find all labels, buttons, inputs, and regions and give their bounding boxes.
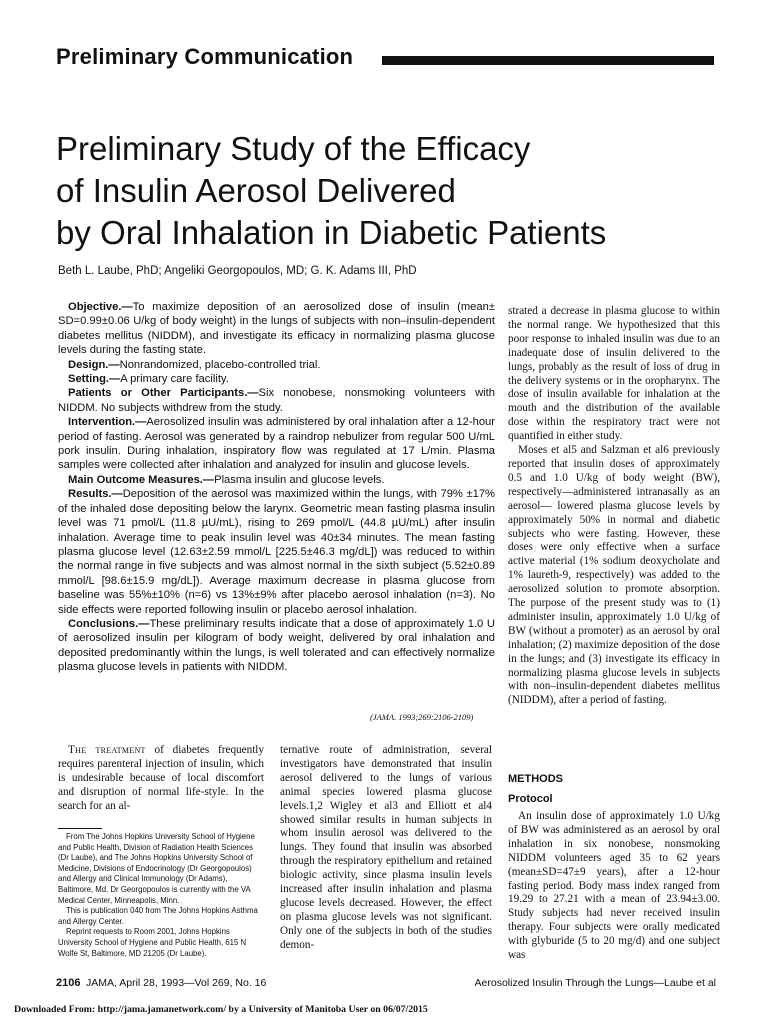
setting-label: Setting.— bbox=[68, 373, 121, 386]
abstract-objective bbox=[58, 300, 495, 358]
intro-lead-in: The treatment bbox=[68, 744, 146, 756]
abstract bbox=[58, 300, 495, 675]
intervention-text: Aerosolized insulin was administered by oral inhalation after a 12-hour period of fasting. Aerosol was generated by a raindrop nebulizer from regular 500 U/mL pork insulin. During inhalation, inspiratory flow was regulated at 17 L/min. Plasma samples were collected after inhalation and analyzed for insulin and glucose levels. bbox=[58, 416, 495, 472]
abstract-patients bbox=[58, 386, 495, 415]
abstract-results bbox=[58, 487, 495, 617]
results-text: Deposition of the aerosol was maximized within the lungs, with 79% ±17% of the inhaled dose depositing below the larynx. Geometric mean fasting plasma insulin level was 71 pmol/L (11.8 µU/mL), rising to 269 pmol/L (44.8 µU/mL) after insulin inhalation. Average time to peak insulin level was 40±34 minutes. The mean fasting plasma glucose level (12.63±2.59 mmol/L [225.5±46.3 mg/dL]) was reduced to within the normal range in five subjects and was almost normal in the sixth subject (5.52±0.89 mmol/L [98.6±15.9 mg/dL]). Average maximum decrease in plasma glucose from baseline was 55%±10% (n=6) vs 13%±9% after placebo aerosol inhalation (n=3). No side effects were reported following insulin or placebo aerosol inhalation. bbox=[58, 488, 495, 616]
footnote-affiliation: From The Johns Hopkins University School of Hygiene and Public Health, Division of Radiation Health Sciences (Dr Laube), and The Johns Hopkins University School of Medicine, Divisions of Endocrinology (Dr Georgopoulos) and Allergy and Clinical Immunology (Dr Adams), Baltimore, Md. Dr Georgopoulos is currently with the VA Medical Center, Minneapolis, Minn. bbox=[58, 832, 255, 905]
design-text: Nonrandomized, placebo-controlled trial. bbox=[119, 358, 321, 371]
conclusions-label: Conclusions.— bbox=[68, 617, 150, 630]
results-label: Results.— bbox=[68, 488, 123, 501]
footnotes bbox=[58, 832, 264, 959]
methods-heading: METHODS bbox=[508, 773, 563, 785]
abstract-intervention bbox=[58, 415, 495, 473]
protocol-text bbox=[508, 810, 720, 963]
objective-text: To maximize deposition of an aerosolized dose of insulin (mean± SD=0.99±0.06 U/kg of body weight) in the lungs of subjects with non–insulin-dependent diabetes mellitus (NIDDM), and investigate its efficacy in normalizing plasma glucose levels during the fasting state. bbox=[58, 301, 495, 357]
intervention-label: Intervention.— bbox=[68, 416, 147, 429]
intro-paragraph bbox=[58, 744, 264, 814]
author-list: Beth L. Laube, PhD; Angeliki Georgopoulos, MD; G. K. Adams III, PhD bbox=[58, 265, 417, 277]
outcome-label: Main Outcome Measures.— bbox=[68, 473, 215, 486]
title-line-1: Preliminary Study of the Efficacy bbox=[56, 130, 531, 167]
body-column-2 bbox=[280, 744, 492, 953]
conclusions-text: These preliminary results indicate that a dose of approximately 1.0 U of aerosolized insulin per kilogram of body weight, delivered by oral inhalation and deposited predominantly within the lungs, is well tolerated and can effectively normalize plasma glucose levels in patients with NIDDM. bbox=[58, 617, 495, 674]
patients-label: Patients or Other Participants.— bbox=[68, 387, 259, 400]
page-number: 2106 bbox=[56, 977, 81, 989]
download-notice: Downloaded From: http://jama.jamanetwork.com/ by a University of Manitoba User on 06/07/2015 bbox=[14, 1004, 428, 1015]
journal-citation: (JAMA. 1993;269:2106-2109) bbox=[370, 712, 474, 722]
outcome-text: Plasma insulin and glucose levels. bbox=[214, 473, 385, 486]
setting-text: A primary care facility. bbox=[120, 373, 229, 386]
objective-label: Objective.— bbox=[68, 301, 133, 313]
intro-continuation: ternative route of administration, several investigators have demonstrated that insulin aerosol delivered to the lungs of various animal species lowered plasma glucose levels.1,2 Wigley et al3 and Elliott et al4 showed similar results in human subjects in whom insulin aerosol was delivered to the lungs. They found that insulin was absorbed through the respiratory epithelium and retained biologic activity, since plasma insulin levels increased after insulin inhalation and plasma glucose levels decreased. However, the effect on plasma glucose levels was not significant. Only one of the subjects in both of the studies demon- bbox=[280, 744, 492, 951]
design-label: Design.— bbox=[68, 358, 120, 371]
footnote-reprints: Reprint requests to Room 2001, Johns Hopkins University School of Hygiene and Public Health, 615 N Wolfe St, Baltimore, MD 21205 (Dr Laube). bbox=[58, 927, 247, 958]
abstract-setting bbox=[58, 372, 495, 386]
article-title bbox=[56, 128, 716, 254]
title-line-2: of Insulin Aerosol Delivered bbox=[56, 172, 456, 209]
footnote-rule bbox=[58, 828, 102, 829]
abstract-design bbox=[58, 358, 495, 372]
body-column-3 bbox=[508, 305, 720, 708]
body-column-1 bbox=[58, 744, 264, 814]
abstract-conclusions bbox=[58, 617, 495, 675]
journal-info: JAMA, April 28, 1993—Vol 269, No. 16 bbox=[86, 977, 267, 989]
protocol-heading: Protocol bbox=[508, 793, 553, 805]
section-label: Preliminary Communication bbox=[56, 44, 354, 69]
patients-text: Six nonobese, nonsmoking volunteers with NIDDM. No subjects withdrew from the study. bbox=[58, 387, 495, 414]
running-title: Aerosolized Insulin Through the Lungs—Laube et al bbox=[474, 977, 716, 989]
abstract-outcome bbox=[58, 473, 495, 487]
footnote-publication: This is publication 040 from The Johns Hopkins Asthma and Allergy Center. bbox=[58, 906, 258, 926]
intro-text: of diabetes frequently requires parenteral injection of insulin, which is undesirable because of local discomfort and disruption of normal life-style. In the search for an al- bbox=[58, 744, 265, 812]
protocol-paragraph: An insulin dose of approximately 1.0 U/kg of BW was administered as an aerosol by oral inhalation in six nonobese, nonsmoking NIDDM volunteers aged 35 to 62 years (mean±SD=47±9 years), after a 12-hour fasting period. Body mass index ranged from 19.29 to 27.21 with a mean of 23.94±3.00. Study subjects had never received insulin therapy. Four subjects were orally medicated with glyburide (5 to 20 mg/d) and one subject was bbox=[508, 810, 720, 962]
col3-paragraph-1: strated a decrease in plasma glucose to within the normal range. We hypothesized that this poor response to inhaled insulin was due to an inadequate dose of insulin delivered to the lungs, probably as the result of loss of drug in the delivery systems or in the oropharynx. The dose of insulin available for inhalation at the mouth and the distribution of the available dose within the respiratory tract were not quantified in either study. bbox=[508, 305, 720, 443]
section-rule bbox=[382, 56, 714, 65]
title-line-3: by Oral Inhalation in Diabetic Patients bbox=[56, 214, 607, 251]
col3-paragraph-2: Moses et al5 and Salzman et al6 previously reported that insulin doses of approximately 0.5 and 1.0 U/kg of body weight (BW), respectively—administered intranasally as an aerosol— lowered plasma glucose levels by approximately 50% in normal and diabetic subjects who were fasting. However, these doses were only effective when a surface active material (1% sodium deoxycholate and 1% laureth-9, respectively) was added to the aerosolized solution to promote absorption. The purpose of the present study was to (1) administer insulin, approximately 1.0 U/kg of BW (without a promoter) as an aerosol by oral inhalation; (2) maximize deposition of the dose in the lungs; and (3) investigate its efficacy in normalizing plasma glucose levels in subjects with non–insulin-dependent diabetes mellitus (NIDDM), after a period of fasting. bbox=[508, 444, 720, 707]
